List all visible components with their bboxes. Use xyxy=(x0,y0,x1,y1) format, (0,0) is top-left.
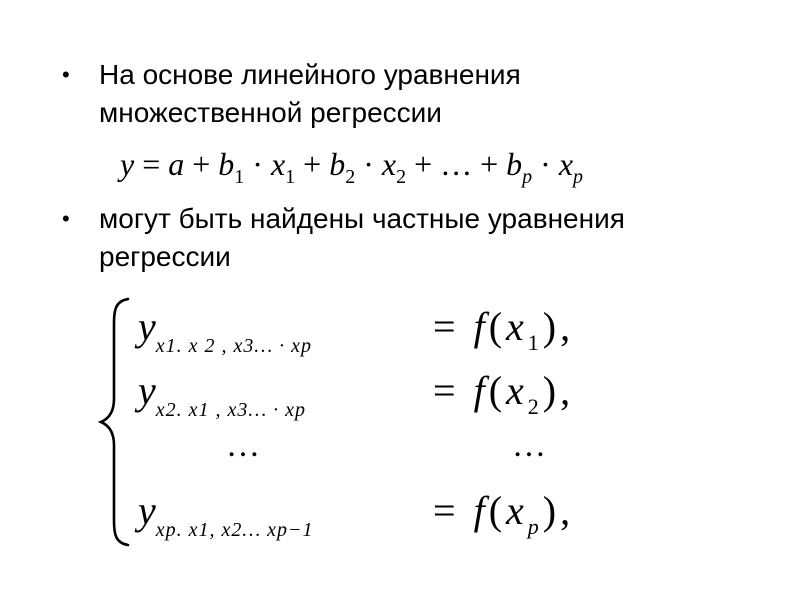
bullet-line: множественной регрессии xyxy=(99,97,442,128)
eq-var-x2: x xyxy=(381,146,397,182)
system-row-2 xyxy=(138,367,698,427)
row-close-paren: ), xyxy=(542,304,575,349)
eq-var-b1: b xyxy=(218,146,235,182)
row-f: f xyxy=(473,368,489,413)
eq-subscript: p xyxy=(522,166,533,188)
partial-regression-system xyxy=(98,295,698,555)
bullet-line: регрессии xyxy=(99,241,231,272)
bullet-line: могут быть найдены частные уравнения xyxy=(99,203,625,234)
row-equals: = xyxy=(433,368,460,413)
bullet-line: На основе линейного уравнения xyxy=(99,59,521,90)
bullet-text xyxy=(99,200,739,276)
row-x: x xyxy=(506,304,528,349)
bullet-text xyxy=(99,56,739,132)
system-dots-right: … xyxy=(512,427,552,464)
eq-dot: · xyxy=(244,146,271,182)
row-x-subscript: 2 xyxy=(527,394,543,419)
row-x-subscript: 1 xyxy=(527,330,543,355)
bullet-marker: • xyxy=(62,206,70,231)
system-dots-left: … xyxy=(226,427,266,464)
row-lhs xyxy=(138,303,313,357)
row-equals: = xyxy=(433,488,460,533)
row-open-paren: ( xyxy=(488,368,507,413)
row-lhs xyxy=(138,367,307,421)
row-y: y xyxy=(138,304,156,349)
row-f: f xyxy=(473,304,489,349)
row-lhs-subscript: x1. x 2 , x3… · xp xyxy=(155,335,313,357)
eq-dot: · xyxy=(532,146,559,182)
row-close-paren: ), xyxy=(542,368,575,413)
eq-plus: + xyxy=(472,146,507,182)
eq-subscript: 2 xyxy=(345,166,356,188)
system-row-1 xyxy=(138,303,698,363)
eq-var-y: y xyxy=(120,146,135,182)
eq-subscript: 1 xyxy=(234,166,245,188)
eq-subscript: p xyxy=(573,166,584,188)
row-rhs xyxy=(433,487,575,539)
row-y: y xyxy=(138,368,156,413)
eq-subscript: 2 xyxy=(396,166,407,188)
row-close-paren: ), xyxy=(542,488,575,533)
eq-var-x1: x xyxy=(270,146,286,182)
eq-var-b2: b xyxy=(329,146,346,182)
row-rhs xyxy=(433,303,575,355)
row-open-paren: ( xyxy=(488,488,507,533)
eq-var-xp: x xyxy=(558,146,574,182)
left-brace-icon xyxy=(98,295,132,549)
system-row-3 xyxy=(138,487,698,547)
row-x: x xyxy=(506,368,528,413)
eq-dot: · xyxy=(355,146,382,182)
row-y: y xyxy=(138,488,156,533)
row-rhs xyxy=(433,367,575,419)
eq-var-bp: b xyxy=(506,146,523,182)
eq-plus: + xyxy=(406,146,441,182)
row-x-subscript: p xyxy=(527,514,543,539)
eq-ellipsis: … xyxy=(440,146,473,182)
row-lhs-subscript: x2. x1 , x3… · xp xyxy=(155,399,307,421)
row-f: f xyxy=(473,488,489,533)
row-equals: = xyxy=(433,304,460,349)
row-lhs-subscript: xp. x1, x2… xp−1 xyxy=(155,519,314,541)
eq-plus: + xyxy=(184,146,219,182)
row-open-paren: ( xyxy=(488,304,507,349)
eq-var-a: a xyxy=(168,146,185,182)
row-x: x xyxy=(506,488,528,533)
eq-subscript: 1 xyxy=(285,166,296,188)
eq-plus: + xyxy=(295,146,330,182)
row-lhs xyxy=(138,487,314,541)
eq-equals: = xyxy=(134,146,169,182)
bullet-marker: • xyxy=(62,62,70,87)
multiple-regression-equation xyxy=(120,146,583,194)
